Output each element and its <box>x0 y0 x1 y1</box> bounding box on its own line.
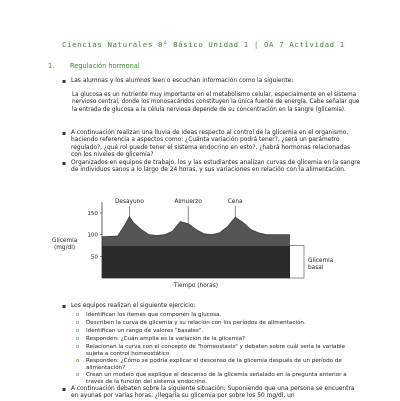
sub-bullet-icon: o <box>76 320 80 326</box>
glycemia-curve <box>102 216 290 245</box>
final-bullet-text: A continuación debaten sobre la siguiente situación: Suponiendo que una persona se encuentra en ayunas por varias horas, ¿llegaría su glicemia por sobre los 50 mg/dl, un <box>71 386 355 400</box>
basal-label: Glicemia basal <box>308 258 334 271</box>
sub-bullet-icon: o <box>76 336 80 342</box>
document-page: Ciencias Naturales 8° Básico Unidad 1 | OA 7 Actividad 1 1. Regulación hormonal ▪ Las alumnas y los alumnos leen o escuchan información como la siguiente: La glucosa es un nutriente muy importante en el metabolismo celular, especialmente en el sistema nervioso central, donde los monosacáridos constituyen la única fuente de energía. Cabe señalar que la entrada de glucosa a la célula nerviosa depende de su concentración en la sangre (glicemia). ▪ A continuación realizan una lluvia de ideas respecto al control de la glicemia en el organismo, haciendo referencia a aspectos como: ¿Cuánta variación podrá tener?, ¿será un parámetro regulado?, ¿qué rol puede tener el sistema endocrino en esto?, ¿habrá hormonas relacionadas con los niveles de glicemia? ▪ Organizados en equipos de trabajo, los y las estudiantes analizan curvas de glicemia en la sangre de individuos sanos a lo largo de 24 horas, y sus variaciones en relación con la alimentación. 50 100 150 Glicemia (mg/dl) Tiempo (horas) Desayuno Almuerzo Cena Glicemia basal ▪ Los equipos realizan el siguiente ejercicio: o Identifican los ítemes que componen la glucosa. o Describen la curva de glicemia y su relación con los períodos de alimentación. o Identifican un rango de valores "basales". o Responden: ¿Cuán amplia es la variación de la glicemia? o Relacionan la curva con el concepto de "homeostasis" y debaten sobre cuál sería la variable sujeta a control homeostático. o Responden: ¿Cómo se podría explicar el descenso de la glicemia después de un período de alimentación? o Crean un modelo que explique el descenso de la glicemia señalado en la pregunta anterior a través de la función del sistema endocrino. ▪ A continuación debaten sobre la siguiente situación: Suponiendo que una persona se encuentra en ayunas por varias horas, ¿llegaría su glicemia por sobre los 50 mg/dl, un <box>48 40 361 400</box>
exercise-bullet-text: Los equipos realizan el siguiente ejercicio: <box>71 303 196 309</box>
section-heading <box>48 62 140 70</box>
basal-band <box>102 245 290 278</box>
y-axis-label: Glicemia (mg/dl) <box>52 238 78 251</box>
reading-paragraph: La glucosa es un nutriente muy importante en el metabolismo celular, especialmente en el sistema nervioso central, donde los monosacáridos constituyen la única fuente de energía. Cabe señalar que la entrada de glucosa a la célula nerviosa depende de su concentración en la sangre (glicemia). <box>72 92 360 113</box>
bullet-icon: ▪ <box>62 386 67 393</box>
meal-annotation: Desayuno <box>114 199 144 205</box>
bullet-icon: ▪ <box>62 160 67 167</box>
document-title: Ciencias Naturales 8° Básico Unidad 1 | OA 7 Actividad 1 <box>62 40 345 49</box>
intro-bullet-text: Las alumnas y los alumnos leen o escuchan información como la siguiente: <box>71 78 294 84</box>
meal-annotation: Almuerzo <box>174 199 202 205</box>
y-tick-label: 100 <box>87 232 98 239</box>
brainstorm-bullet-text: A continuación realizan una lluvia de ideas respecto al control de la glicemia en el organismo, haciendo referencia a aspectos como: ¿Cuánta variación podrá tener?, ¿será un parámetro regulado?, ¿qué rol puede tener el sistema endocrino en esto?, ¿habrá hormonas relacionadas con los niveles de glicemia? <box>71 130 351 159</box>
sub-bullet-icon: o <box>76 344 80 350</box>
glycemia-chart <box>50 196 350 300</box>
section-title: Regulación hormonal <box>70 62 140 70</box>
bullet-icon: ▪ <box>62 303 67 310</box>
bullet-icon: ▪ <box>62 78 67 85</box>
meal-annotation: Cena <box>227 199 243 205</box>
bullet-icon: ▪ <box>62 130 67 137</box>
y-tick-label: 50 <box>90 254 98 261</box>
section-number: 1. <box>48 62 55 70</box>
sub-bullet-icon: o <box>76 372 80 378</box>
sub-bullet-icon: o <box>76 328 80 334</box>
y-tick-label: 150 <box>87 210 98 217</box>
teams-analysis-bullet-text: Organizados en equipos de trabajo, los y las estudiantes analizan curvas de glicemia en la sangre de individuos sanos a lo largo de 24 horas, y sus variaciones en relación con la alimentación. <box>71 160 361 174</box>
x-axis-label: Tiempo (horas) <box>174 283 218 289</box>
sub-bullet-icon: o <box>76 312 80 318</box>
sub-bullet-icon: o <box>76 358 80 364</box>
